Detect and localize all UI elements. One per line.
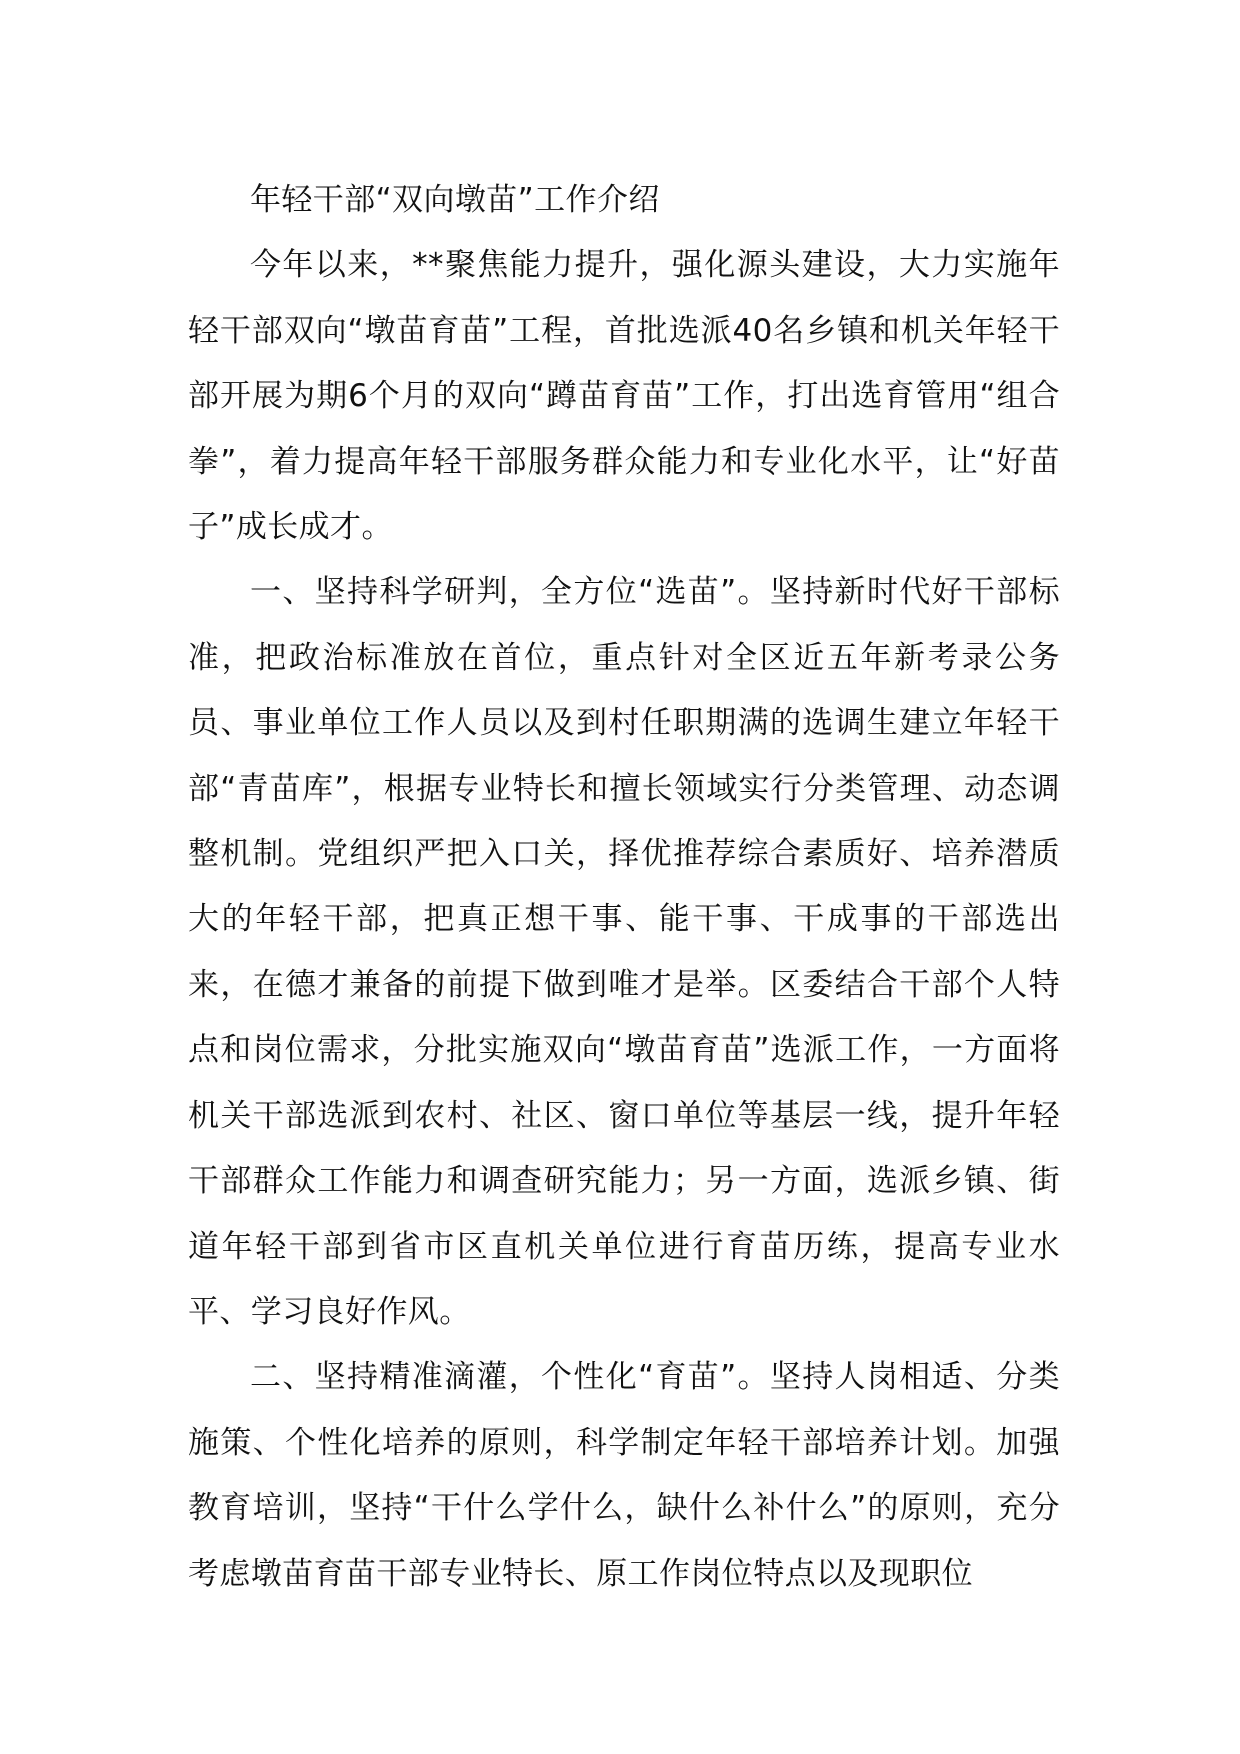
paragraph-section-1: 一、坚持科学研判，全方位“选苗”。坚持新时代好干部标准，把政治标准放在首位，重点针对全区近五年新考录公务员、事业单位工作人员以及到村任职期满的选调生建立年轻干部“青苗库”，根据专业特长和擅长领域实行分类管理、动态调整机制。党组织严把入口关，择优推荐综合素质好、培养潜质大的年轻干部，把真正想干事、能干事、干成事的干部选出来，在德才兼备的前提下做到唯才是举。区委结合干部个人特点和岗位需求，分批实施双向“墩苗育苗”选派工作，一方面将机关干部选派到农村、社区、窗口单位等基层一线，提升年轻干部群众工作能力和调查研究能力；另一方面，选派乡镇、街道年轻干部到省市区直机关单位进行育苗历练，提高专业水平、学习良好作风。 [188,574,1060,1330]
paragraph-section-2: 二、坚持精准滴灌，个性化“育苗”。坚持人岗相适、分类施策、个性化培养的原则，科学制定年轻干部培养计划。加强教育培训，坚持“干什么学什么，缺什么补什么”的原则，充分考虑墩苗育苗干部专业特长、原工作岗位特点以及现职位 [188,1359,1060,1592]
paragraph-intro: 今年以来，**聚焦能力提升，强化源头建设，大力实施年轻干部双向“墩苗育苗”工程，首批选派40名乡镇和机关年轻干部开展为期6个月的双向“蹲苗育苗”工作，打出选育管用“组合拳”，着力提高年轻干部服务群众能力和专业化水平，让“好苗子”成长成才。 [188,247,1060,546]
document-title: 年轻干部“双向墩苗”工作介绍 [250,182,660,218]
document-body [188,168,1060,1607]
